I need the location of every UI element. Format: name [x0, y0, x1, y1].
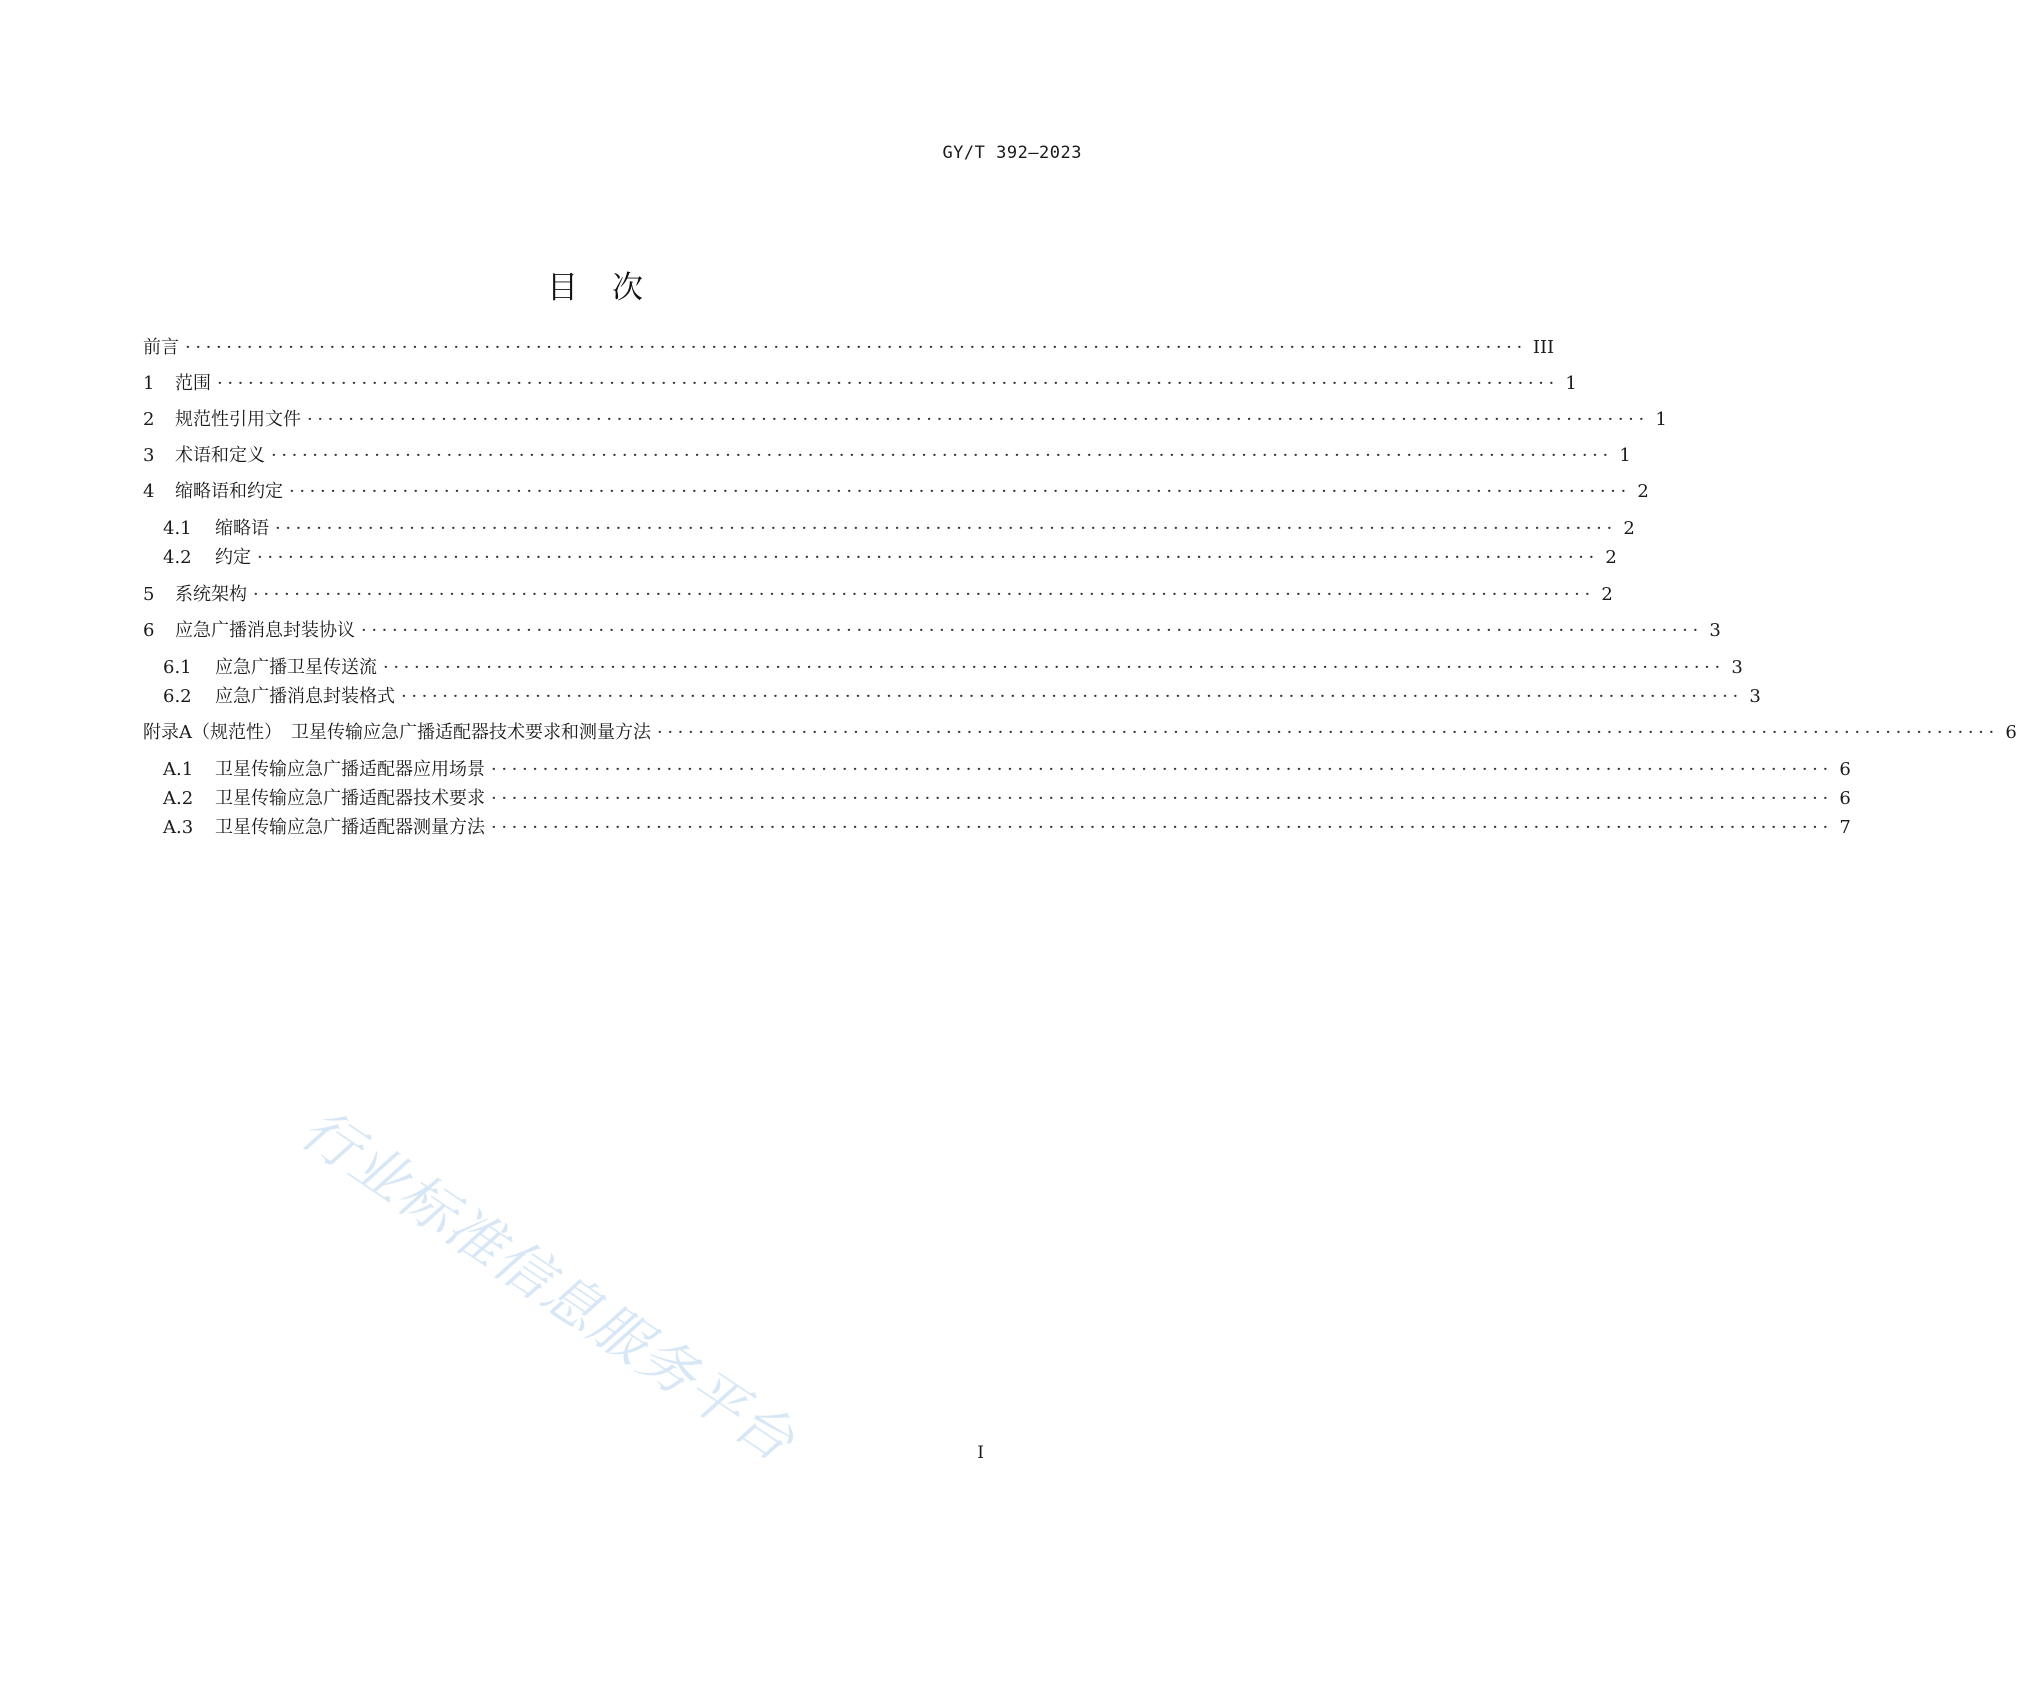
toc-entry-label: 系统架构	[175, 584, 247, 605]
toc-entry-number: 6	[143, 620, 155, 641]
toc-leader: ··································································································································	[253, 584, 1595, 605]
toc-entry[interactable]	[143, 479, 1649, 505]
toc-entry[interactable]	[143, 371, 1577, 397]
toc-leader: ··································································································································	[257, 547, 1599, 568]
toc-leader: ··································································································································	[217, 373, 1559, 394]
toc-entry-number: 4.1	[163, 518, 192, 539]
toc-subentry[interactable]	[163, 655, 1743, 681]
toc-leader: ··································································································································	[491, 788, 1833, 809]
page-title: 目次	[547, 270, 677, 306]
toc-entry-label: 卫星传输应急广播适配器应用场景	[215, 759, 485, 780]
toc-entry-label: 前言	[143, 337, 179, 358]
toc-leader: ··································································································································	[657, 722, 1999, 743]
toc-leader: ··································································································································	[361, 620, 1703, 641]
toc-entry-number: 5	[143, 584, 155, 605]
toc-entry-page: 3	[1709, 620, 1721, 641]
toc-entry-page: 3	[1749, 686, 1761, 707]
toc-subentry[interactable]	[163, 684, 1761, 710]
toc-entry-label: 约定	[215, 547, 251, 568]
toc-entry-number: 6.2	[163, 686, 192, 707]
toc-entry-label: 应急广播消息封装格式	[215, 686, 395, 707]
toc-entry-label: 规范性引用文件	[175, 409, 301, 430]
toc-entry[interactable]	[143, 582, 1613, 608]
toc-entry-label: 术语和定义	[175, 445, 265, 466]
toc-leader: ··································································································································	[271, 445, 1613, 466]
toc-entry-label: 范围	[175, 373, 211, 394]
toc-entry[interactable]	[143, 618, 1721, 644]
toc-entry-number: 1	[143, 373, 155, 394]
toc-entry-label: 附录A（规范性） 卫星传输应急广播适配器技术要求和测量方法	[143, 722, 651, 743]
toc-entry-page: 6	[1839, 759, 1851, 780]
toc-entry-label: 应急广播卫星传送流	[215, 657, 377, 678]
toc-entry-page: 1	[1565, 373, 1577, 394]
toc-entry-number: 4.2	[163, 547, 192, 568]
toc-leader: ··································································································································	[307, 409, 1649, 430]
toc-entry-page: 2	[1605, 547, 1617, 568]
toc-leader: ··································································································································	[289, 481, 1631, 502]
page-number: I	[977, 1443, 984, 1463]
toc-entry-number: 6.1	[163, 657, 192, 678]
standard-code: GY/T 392—2023	[942, 143, 1082, 163]
toc-entry[interactable]	[143, 443, 1631, 469]
toc-entry-page: III	[1532, 337, 1555, 358]
toc-entry-number: A.3	[163, 817, 194, 838]
toc-entry-page: 7	[1839, 817, 1851, 838]
toc-entry-page: 2	[1601, 584, 1613, 605]
toc-leader: ··································································································································	[491, 759, 1833, 780]
toc-entry-label: 应急广播消息封装协议	[175, 620, 355, 641]
toc-entry-label: 卫星传输应急广播适配器技术要求	[215, 788, 485, 809]
toc-entry-number: A.2	[163, 788, 194, 809]
toc-entry-label: 缩略语和约定	[175, 481, 283, 502]
toc-leader: ··································································································································	[185, 337, 1527, 358]
toc-entry-appendix[interactable]	[143, 720, 2017, 746]
toc-leader: ··································································································································	[275, 518, 1617, 539]
toc-entry[interactable]	[143, 407, 1667, 433]
toc-entry-page: 2	[1637, 481, 1649, 502]
toc-entry-number: 2	[143, 409, 155, 430]
toc-subentry[interactable]	[163, 757, 1851, 783]
toc-subentry[interactable]	[163, 786, 1851, 812]
toc-entry-page: 1	[1619, 445, 1631, 466]
toc-entry-page: 1	[1655, 409, 1667, 430]
toc-leader: ··································································································································	[383, 657, 1725, 678]
toc-entry-number: A.1	[163, 759, 194, 780]
toc-subentry[interactable]	[163, 815, 1851, 841]
watermark: 行业标准信息服务平台	[289, 1096, 807, 1476]
toc-subentry[interactable]	[163, 545, 1617, 571]
toc-entry-page: 2	[1623, 518, 1635, 539]
toc-leader: ··································································································································	[491, 817, 1833, 838]
toc-entry-number: 4	[143, 481, 155, 502]
toc-entry[interactable]	[143, 335, 1555, 361]
toc-leader: ··································································································································	[401, 686, 1743, 707]
toc-entry-page: 6	[2005, 722, 2017, 743]
toc-entry-label: 缩略语	[215, 518, 269, 539]
toc-entry-label: 卫星传输应急广播适配器测量方法	[215, 817, 485, 838]
toc-subentry[interactable]	[163, 516, 1635, 542]
toc-entry-page: 6	[1839, 788, 1851, 809]
toc-entry-number: 3	[143, 445, 155, 466]
toc-entry-page: 3	[1731, 657, 1743, 678]
